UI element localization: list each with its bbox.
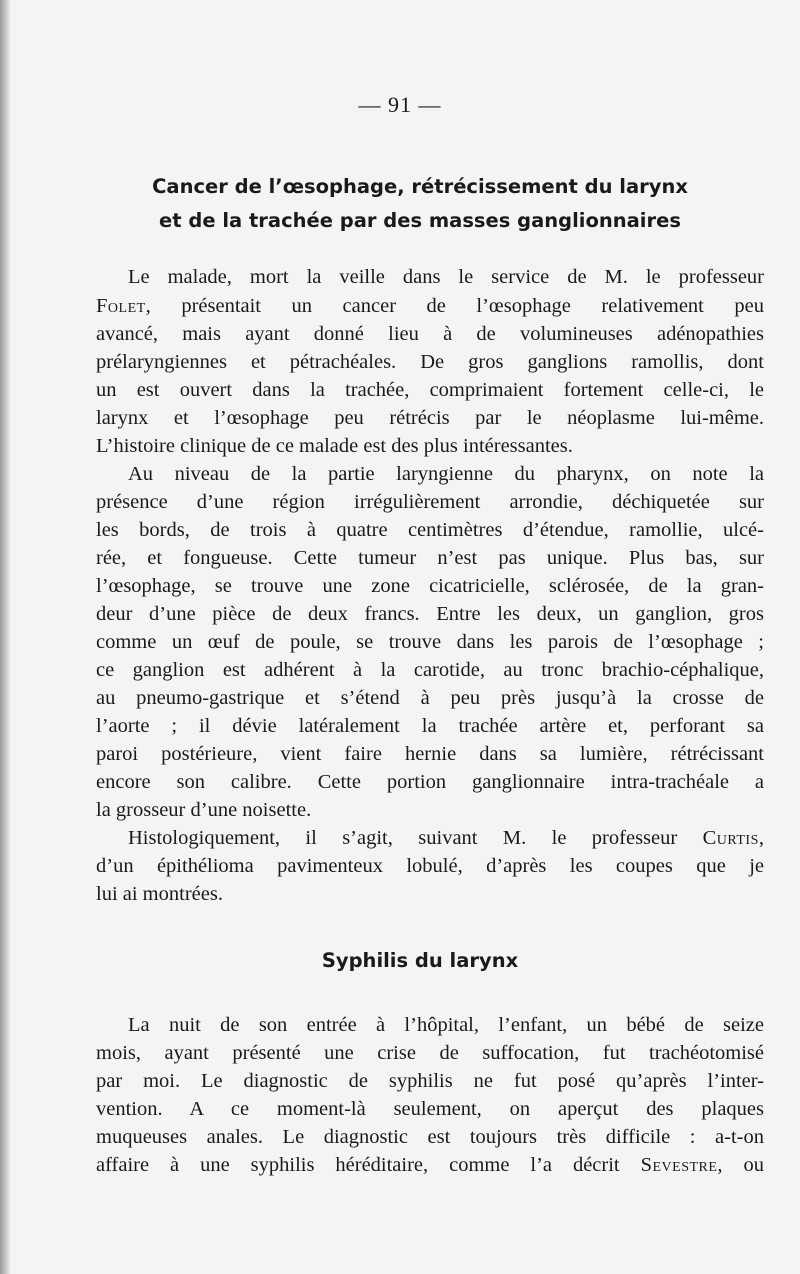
text-line: un est ouvert dans la trachée, comprimaient fortement celle-ci, le [96, 379, 764, 401]
text-line: rée, et fongueuse. Cette tumeur n’est pas unique. Plus bas, sur [96, 547, 764, 569]
text-line: vention. A ce moment-là seulement, on aperçut des plaques [96, 1098, 764, 1120]
text-line: Folet, présentait un cancer de l’œsophage relativement peu [96, 295, 764, 317]
page-number: — 91 — [358, 92, 442, 117]
text-line: mois, ayant présenté une crise de suffocation, fut trachéotomisé [96, 1042, 764, 1064]
text-line: ce ganglion est adhérent à la carotide, au tronc brachio-céphalique, [96, 659, 764, 681]
text-line: au pneumo-gastrique et s’étend à peu près jusqu’à la crosse de [96, 687, 764, 709]
text-line: présence d’une région irrégulièrement arrondie, déchiquetée sur [96, 491, 764, 513]
text-line: lui ai montrées. [96, 883, 223, 905]
text-line: les bords, de trois à quatre centimètres d’étendue, ramollie, ulcé- [96, 519, 764, 541]
section-title-cancer [100, 170, 740, 238]
text-line: par moi. Le diagnostic de syphilis ne fut posé qu’après l’inter- [96, 1070, 764, 1092]
text-line: L’histoire clinique de ce malade est des plus intéressantes. [96, 435, 573, 457]
text-line: l’œsophage, se trouve une zone cicatricielle, sclérosée, de la gran- [96, 575, 764, 597]
text-line: la grosseur d’une noisette. [96, 799, 312, 821]
section-title-syphilis: Syphilis du larynx [321, 949, 519, 972]
text-line: l’aorte ; il dévie latéralement la trachée artère et, perforant sa [96, 715, 764, 737]
author-name: Curtis [702, 827, 759, 849]
section-title-line-1: Cancer de l’œsophage, rétrécissement du larynx [152, 175, 688, 198]
text-line: avancé, mais ayant donné lieu à de volumineuses adénopathies [96, 323, 764, 345]
text-line: encore son calibre. Cette portion ganglionnaire intra-trachéale a [96, 771, 764, 793]
text-line: deur d’une pièce de deux francs. Entre les deux, un ganglion, gros [96, 603, 764, 625]
text-line: larynx et l’œsophage peu rétrécis par le néoplasme lui-même. [96, 407, 764, 429]
page-edge-shadow [0, 0, 10, 1274]
text-line: prélaryngiennes et pétrachéales. De gros ganglions ramollis, dont [96, 351, 764, 373]
text-line: paroi postérieure, vient faire hernie dans sa lumière, rétrécissant [96, 743, 764, 765]
text-line: d’un épithélioma pavimenteux lobulé, d’après les coupes que je [96, 855, 764, 877]
text-line: Au niveau de la partie laryngienne du pharynx, on note la [128, 463, 764, 485]
text-line: affaire à une syphilis héréditaire, comme l’a décrit Sevestre, ou [96, 1154, 764, 1176]
text-line: La nuit de son entrée à l’hôpital, l’enfant, un bébé de seize [128, 1014, 764, 1036]
author-name: Folet [96, 295, 146, 317]
text-line: comme un œuf de poule, se trouve dans les parois de l’œsophage ; [96, 631, 764, 653]
text-line: Histologiquement, il s’agit, suivant M. le professeur Curtis, [128, 827, 764, 849]
text-line: Le malade, mort la veille dans le service de M. le professeur [128, 266, 764, 288]
section-title-line-2: et de la trachée par des masses ganglionnaires [159, 209, 681, 232]
text-line: muqueuses anales. Le diagnostic est toujours très difficile : a-t-on [96, 1126, 764, 1148]
author-name: Sevestre [640, 1154, 718, 1176]
